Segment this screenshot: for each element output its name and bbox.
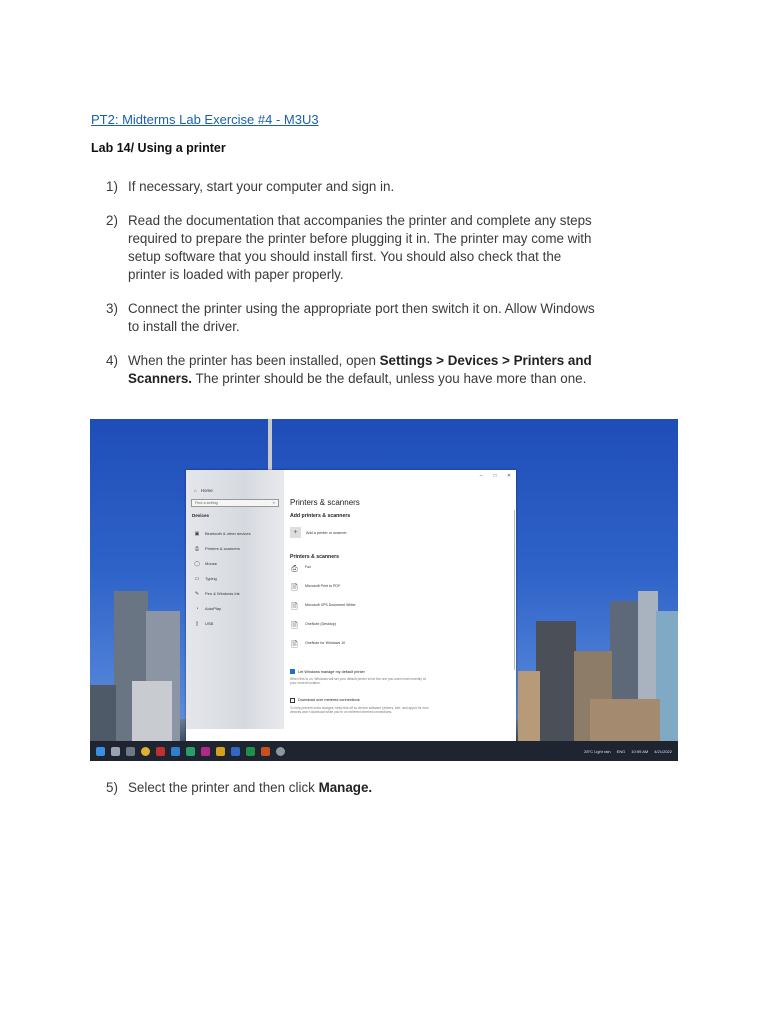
printer-list [290, 564, 510, 659]
language-label[interactable]: ENG [616, 748, 626, 754]
default-printer-checkbox[interactable] [290, 669, 295, 674]
building [590, 699, 660, 741]
lab-title: Lab 14/ Using a printer [91, 141, 226, 155]
chrome-icon[interactable] [141, 747, 150, 756]
settings-nav [186, 470, 284, 729]
building [536, 621, 576, 741]
step-2 [106, 212, 596, 284]
task-view-icon[interactable] [126, 747, 135, 756]
step-text-post: The printer should be the default, unless you have more than one. [192, 371, 587, 386]
home-icon: ⌂ [194, 488, 197, 493]
clock-date[interactable]: 4/21/2022 [654, 748, 672, 754]
usb-icon: ▯ [195, 620, 199, 627]
nav-item-label: Bluetooth & other devices [205, 531, 251, 536]
building [132, 681, 172, 741]
checkbox-label: Download over metered connections [298, 698, 360, 703]
step-5 [106, 779, 596, 797]
step-text-pre: When the printer has been installed, open [128, 353, 380, 368]
settings-content [284, 470, 516, 729]
app-icon[interactable] [171, 747, 180, 756]
nav-home-label: Home [200, 488, 213, 493]
document-printer-icon: 🗎 [291, 621, 298, 630]
printer-name: OneNote for Windows 10 [305, 641, 346, 645]
step-text-pre: Select the printer and then click [128, 780, 319, 795]
page-title: Printers & scanners [290, 498, 360, 507]
checkbox-label: Let Windows manage my default printer [298, 669, 365, 674]
search-icon[interactable] [111, 747, 120, 756]
step-text [128, 779, 596, 797]
minimize-icon[interactable]: – [479, 473, 483, 479]
printer-name: Microsoft XPS Document Writer [305, 603, 356, 607]
step-text: Read the documentation that accompanies the printer and complete any steps required to prepare the printer before plugging it in. The printer may come with setup software that you should install first. You should also check that the printer is loaded with paper properly. [128, 213, 592, 282]
app-icon[interactable] [261, 747, 270, 756]
nav-item-usb[interactable] [191, 616, 279, 631]
printer-item[interactable] [290, 621, 510, 640]
bluetooth-icon: ▣ [194, 530, 200, 537]
document-printer-icon: 🗎 [291, 640, 298, 649]
app-icon[interactable] [156, 747, 165, 756]
nav-item-printers[interactable] [191, 541, 279, 556]
maximize-icon[interactable]: □ [493, 473, 497, 479]
printer-name: OneNote (Desktop) [305, 622, 336, 626]
nav-item-label: Mouse [205, 561, 218, 566]
printer-icon: ⎙ [194, 545, 199, 552]
printer-item[interactable] [290, 602, 510, 621]
app-icon[interactable] [216, 747, 225, 756]
checkbox-description: When this is on, Windows will set your default printer to be the one you used most recently at your current location. [290, 677, 426, 686]
step-text: If necessary, start your computer and sign in. [128, 179, 395, 194]
nav-item-pen[interactable] [191, 586, 279, 601]
document-printer-icon: 🗎 [291, 602, 298, 611]
settings-gear-icon[interactable] [276, 747, 285, 756]
printer-name: Fax [305, 565, 311, 569]
keyboard-icon: ▭ [194, 575, 200, 582]
pen-icon: ✎ [194, 590, 200, 597]
app-icon[interactable] [186, 747, 195, 756]
printer-item[interactable] [290, 564, 510, 583]
start-icon[interactable] [96, 747, 105, 756]
nav-item-typing[interactable] [191, 571, 279, 586]
app-icon[interactable] [246, 747, 255, 756]
nav-item-mouse[interactable] [191, 556, 279, 571]
doc-title[interactable]: PT2: Midterms Lab Exercise #4 - M3U3 [91, 112, 319, 127]
nav-item-autoplay[interactable] [191, 601, 279, 616]
taskbar [90, 741, 678, 761]
step-text [128, 352, 596, 388]
document-printer-icon: 🗎 [291, 583, 298, 592]
printer-name: Microsoft Print to PDF [305, 584, 341, 588]
list-heading: Printers & scanners [290, 554, 340, 560]
system-tray [584, 749, 678, 754]
add-heading: Add printers & scanners [290, 513, 351, 519]
nav-item-label: USB [205, 621, 214, 626]
step-1 [106, 178, 596, 196]
fax-icon: ⎙ [291, 564, 298, 573]
building [518, 671, 540, 741]
settings-window [186, 470, 516, 741]
step-number: 5) [106, 780, 118, 795]
step-text-bold: Manage. [318, 780, 373, 795]
step-4 [106, 352, 596, 388]
settings-screenshot [90, 419, 678, 761]
step-text: Connect the printer using the appropriate port then switch it on. Allow Windows to install the driver. [128, 301, 595, 334]
add-printer-label: Add a printer or scanner [306, 530, 347, 535]
step-number: 2) [106, 213, 118, 228]
nav-item-label: AutoPlay [205, 606, 222, 611]
scrollbar[interactable] [514, 510, 515, 670]
printer-item[interactable] [290, 583, 510, 602]
step-number: 3) [106, 301, 118, 316]
printer-item[interactable] [290, 640, 510, 659]
step-text-bold: Settings > Devices > Printers and Scanners. [128, 353, 592, 386]
app-icon[interactable] [231, 747, 240, 756]
plus-icon: + [290, 527, 301, 538]
search-input[interactable] [191, 499, 279, 507]
search-placeholder: Find a setting [195, 501, 218, 505]
nav-item-bluetooth[interactable] [191, 526, 279, 541]
metered-checkbox[interactable] [290, 698, 295, 703]
mouse-icon: ◯ [194, 560, 200, 567]
step-3 [106, 300, 596, 336]
weather-label[interactable]: 28°C Light rain [584, 748, 611, 754]
nav-section-devices: Devices [192, 513, 210, 518]
step-number: 4) [106, 353, 118, 368]
search-icon: ⌕ [272, 501, 275, 505]
nav-home[interactable] [191, 488, 279, 493]
nav-item-label: Typing [205, 576, 217, 581]
nav-item-label: Pen & Windows Ink [205, 591, 240, 596]
clock-time[interactable]: 10:59 AM [631, 748, 649, 754]
app-icon[interactable] [201, 747, 210, 756]
default-printer-checkbox-row[interactable] [290, 669, 510, 674]
building [90, 685, 116, 741]
nav-item-label: Printers & scanners [205, 546, 240, 551]
step-number: 1) [106, 179, 118, 194]
close-icon[interactable]: ✕ [506, 473, 512, 479]
checkbox-description: To help prevent extra charges, keep this off so device software (drivers, info, and apps) for new devices won't download while you're on metered Internet connections. [290, 705, 429, 714]
add-printer-button[interactable] [290, 527, 510, 538]
autoplay-icon: ◔ [195, 605, 199, 612]
metered-checkbox-row[interactable] [290, 698, 510, 703]
